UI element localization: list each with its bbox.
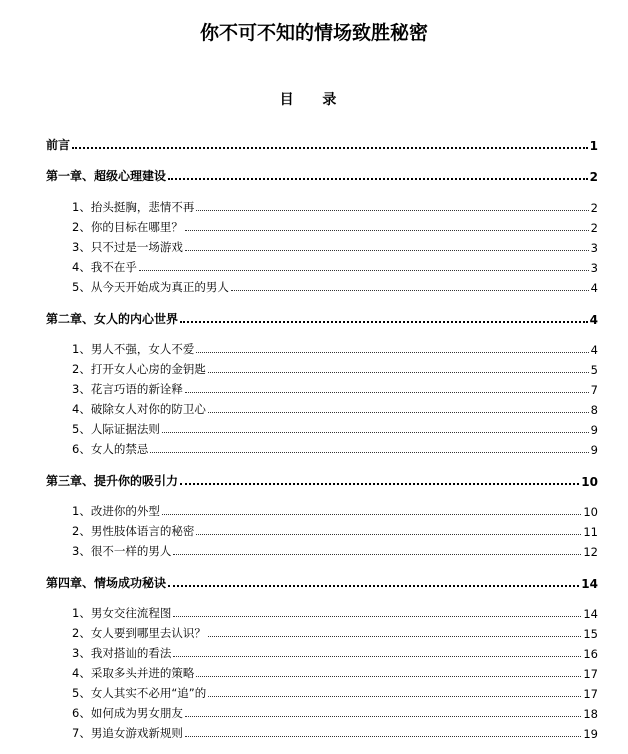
- toc-entry-page: 1: [589, 139, 598, 153]
- toc-entry-label: 第四章、情场成功秘诀: [46, 576, 167, 590]
- toc-entry-label: 1、男女交往流程图: [72, 606, 172, 620]
- toc-entry-page: 4: [589, 313, 598, 327]
- dot-leader: [185, 391, 589, 393]
- toc-section-entry[interactable]: [72, 683, 598, 701]
- toc-entry-label: 2、女人要到哪里去认识？: [72, 626, 206, 640]
- dot-leader: [72, 146, 588, 149]
- dot-leader: [185, 735, 582, 737]
- dot-leader: [162, 513, 582, 515]
- dot-leader: [196, 675, 581, 677]
- toc-entry-page: 18: [583, 707, 598, 721]
- dot-leader: [173, 615, 581, 617]
- toc-entry-label: 5、人际证据法则: [72, 422, 160, 436]
- toc-entry-page: 4: [590, 281, 598, 295]
- toc-entry-label: 第二章、女人的内心世界: [46, 312, 179, 326]
- toc-entry-page: 17: [583, 667, 598, 681]
- toc-entry-page: 15: [583, 627, 598, 641]
- toc-entry-page: 3: [590, 241, 598, 255]
- toc-entry-label: 第一章、超级心理建设: [46, 169, 167, 183]
- toc-section-entry[interactable]: [72, 359, 598, 377]
- dot-leader: [185, 715, 582, 717]
- dot-leader: [196, 351, 588, 353]
- dot-leader: [168, 584, 579, 587]
- toc-entry-page: 8: [590, 403, 598, 417]
- toc-entry-page: 19: [583, 727, 598, 741]
- toc-section-entry[interactable]: [72, 399, 598, 417]
- toc-section-entry[interactable]: [72, 521, 598, 539]
- toc-section-entry[interactable]: [72, 703, 598, 721]
- toc-section-entry[interactable]: [72, 603, 598, 621]
- toc-section-entry[interactable]: [72, 237, 598, 255]
- toc-entry-page: 11: [583, 525, 598, 539]
- toc-entry-label: 3、花言巧语的新诠释: [72, 382, 183, 396]
- toc-section-entry[interactable]: [72, 197, 598, 215]
- toc-entry-label: 5、从今天开始成为真正的男人: [72, 280, 229, 294]
- toc-entry-page: 7: [590, 383, 598, 397]
- toc-chapter-entry[interactable]: [46, 166, 598, 184]
- toc-section-entry[interactable]: [72, 623, 598, 641]
- toc-entry-page: 14: [583, 607, 598, 621]
- toc-entry-label: 4、我不在乎: [72, 260, 137, 274]
- toc-entry-label: 1、抬头挺胸，悲情不再: [72, 200, 195, 214]
- toc-entry-label: 1、男人不强，女人不爱: [72, 342, 195, 356]
- toc-section-entry[interactable]: [72, 643, 598, 661]
- toc-entry-label: 4、采取多头并进的策略: [72, 666, 195, 680]
- toc-entry-label: 2、男性肢体语言的秘密: [72, 524, 195, 538]
- toc-entry-label: 2、你的目标在哪里？: [72, 220, 183, 234]
- dot-leader: [208, 411, 589, 413]
- toc-entry-page: 2: [589, 170, 598, 184]
- dot-leader: [168, 177, 588, 180]
- dot-leader: [208, 695, 581, 697]
- toc-entry-page: 5: [590, 363, 598, 377]
- toc-entry-label: 2、打开女人心房的金钥匙: [72, 362, 206, 376]
- toc-entry-label: 前言: [46, 138, 71, 152]
- toc-entry-page: 16: [583, 647, 598, 661]
- toc-section-entry[interactable]: [72, 439, 598, 457]
- toc-entry-label: 3、很不一样的男人: [72, 544, 172, 558]
- toc-entry-page: 10: [581, 475, 598, 489]
- dot-leader: [173, 553, 581, 555]
- toc-entry-label: 3、我对搭讪的看法: [72, 646, 172, 660]
- dot-leader: [208, 371, 589, 373]
- dot-leader: [162, 431, 589, 433]
- toc-entry-page: 10: [583, 505, 598, 519]
- toc-entry-label: 6、女人的禁忌: [72, 442, 149, 456]
- toc-entry-page: 2: [590, 201, 598, 215]
- toc-entry-label: 4、破除女人对你的防卫心: [72, 402, 206, 416]
- toc-entry-page: 14: [581, 577, 598, 591]
- toc-heading: 目 录: [279, 92, 349, 108]
- toc-section-entry[interactable]: [72, 419, 598, 437]
- toc-chapter-entry[interactable]: [46, 573, 598, 591]
- dot-leader: [208, 635, 582, 637]
- toc-entry-label: 1、改进你的外型: [72, 504, 160, 518]
- toc-entry-label: 7、男追女游戏新规则: [72, 726, 183, 740]
- toc-chapter-entry[interactable]: [46, 471, 598, 489]
- toc-entry-label: 5、女人其实不必用“追”的: [72, 686, 207, 700]
- dot-leader: [180, 320, 588, 323]
- toc-section-entry[interactable]: [72, 217, 598, 235]
- toc-entry-page: 3: [590, 261, 598, 275]
- dot-leader: [185, 229, 589, 231]
- dot-leader: [173, 655, 581, 657]
- toc-chapter-entry[interactable]: [46, 309, 598, 327]
- toc-entry-page: 4: [590, 343, 598, 357]
- toc-section-entry[interactable]: [72, 541, 598, 559]
- toc-entry-label: 3、只不过是一场游戏: [72, 240, 183, 254]
- toc-entry-page: 2: [590, 221, 598, 235]
- toc-entry-page: 17: [583, 687, 598, 701]
- toc-section-entry[interactable]: [72, 257, 598, 275]
- dot-leader: [196, 533, 581, 535]
- dot-leader: [180, 482, 579, 485]
- toc-section-entry[interactable]: [72, 723, 598, 741]
- dot-leader: [150, 451, 588, 453]
- toc-section-entry[interactable]: [72, 501, 598, 519]
- toc-entry-page: 9: [590, 443, 598, 457]
- dot-leader: [231, 289, 589, 291]
- toc-entry-label: 第三章、提升你的吸引力: [46, 474, 179, 488]
- dot-leader: [185, 249, 589, 251]
- toc-entry-page: 12: [583, 545, 598, 559]
- dot-leader: [196, 209, 588, 211]
- toc-chapter-entry[interactable]: [46, 135, 598, 153]
- document-title: 你不可不知的情场致胜秘密: [199, 22, 428, 44]
- toc-section-entry[interactable]: [72, 663, 598, 681]
- toc-section-entry[interactable]: [72, 379, 598, 397]
- toc-section-entry[interactable]: [72, 339, 598, 357]
- toc-section-entry[interactable]: [72, 277, 598, 295]
- dot-leader: [139, 269, 589, 271]
- toc-entry-label: 6、如何成为男女朋友: [72, 706, 183, 720]
- toc-entry-page: 9: [590, 423, 598, 437]
